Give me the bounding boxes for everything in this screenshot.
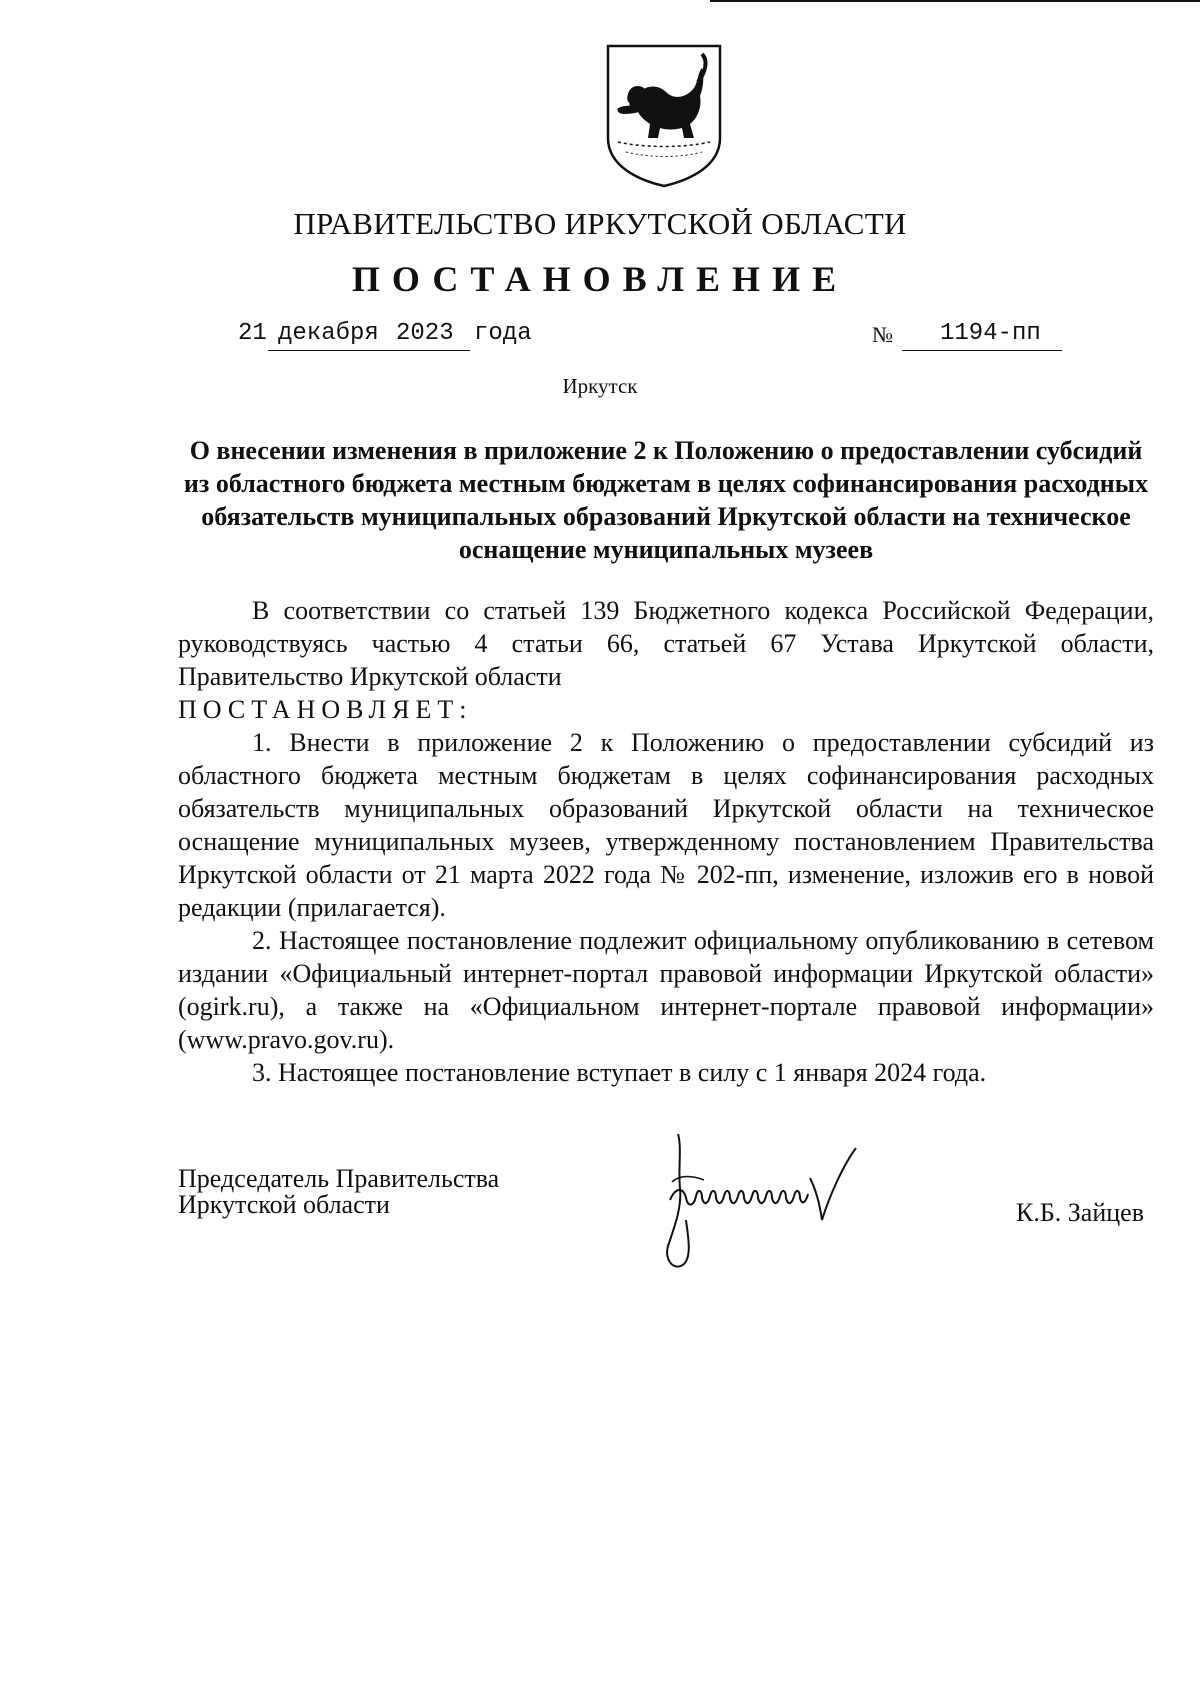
preamble: В соответствии со статьей 139 Бюджетного кодекса Российской Федерации, руководствуясь частью 4 статьи 66, статьей 67 Устава Иркутской области, Правительство Иркутской области (178, 596, 1154, 691)
date-day: 21 (238, 320, 267, 347)
document-type: ПОСТАНОВЛЕНИЕ (351, 259, 849, 299)
date-word: года (474, 320, 532, 347)
item-1: 1. Внести в приложение 2 к Положению о предоставлении субсидий из областного бюджета местным бюджетам в целях софинансирования расходных обязательств муниципальных образований Иркутской области на техническое оснащение муниципальных музеев, утвержденному постановлением Правительства Иркутской области от 21 марта 2022 года № 202-пп, изменение, изложив его в новой редакции (прилагается). (178, 728, 1154, 922)
top-border-line (710, 0, 1200, 2)
coat-of-arms-icon (604, 42, 724, 188)
number-underline (902, 350, 1062, 351)
resolve-word: ПОСТАНОВЛЯЕТ: (178, 695, 473, 724)
handwritten-signature (660, 1128, 930, 1278)
document-body (178, 594, 1154, 1089)
signatory-title-line-1: Председатель Правительства (178, 1164, 500, 1193)
number-sign: № (872, 322, 893, 347)
document-number: 1194-пп (940, 320, 1041, 347)
government-name: ПРАВИТЕЛЬСТВО ИРКУТСКОЙ ОБЛАСТИ (293, 206, 907, 241)
document-title: О внесении изменения в приложение 2 к Положению о предоставлении субсидий из областного бюджета местным бюджетам в целях софинансирования расходных обязательств муниципальных образований Иркутской области на техническое оснащение муниципальных музеев (183, 436, 1149, 564)
city: Иркутск (562, 374, 638, 398)
item-3: 3. Настоящее постановление вступает в силу с 1 января 2024 года. (252, 1058, 987, 1087)
date-year: 2023 (396, 320, 454, 347)
signatory-name: К.Б. Зайцев (1016, 1198, 1144, 1227)
item-2: 2. Настоящее постановление подлежит официальному опубликованию в сетевом издании «Официальный интернет-портал правовой информации Иркутской области» (ogirk.ru), а также на «Официальном интернет-портале правовой информации» (www.pravo.gov.ru). (178, 926, 1154, 1054)
date-month: декабря (278, 320, 379, 347)
signatory-title (178, 1166, 499, 1218)
signatory-title-line-2: Иркутской области (178, 1190, 390, 1219)
date-underline (268, 350, 470, 351)
